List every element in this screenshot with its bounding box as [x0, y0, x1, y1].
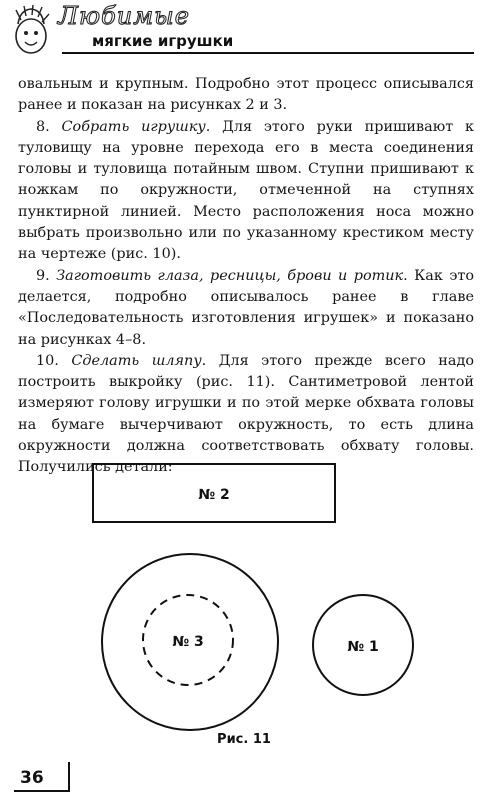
paragraph-text: . Как это делается, подробно описывалось ранее в главе «Последовательность изготовления игрушек» и показано на рисунках 4–8. [18, 267, 475, 348]
figure-caption: Рис. 11 [217, 732, 271, 747]
step-number: 8. [36, 118, 50, 135]
series-subtitle: мягкие игрушки [92, 32, 234, 50]
footer-rule-horizontal [14, 790, 70, 792]
step-heading: Заготовить глаза, ресницы, брови и ротик [56, 267, 404, 284]
step-number: 9. [36, 267, 50, 284]
page-number: 36 [20, 768, 44, 788]
header-rule [62, 52, 474, 54]
body-text [18, 74, 474, 479]
paragraph-text: . Для этого руки пришивают к туловищу на уровне перехода его в места соединения головы и туловища потайным швом. Ступни пришивают к ножкам по окружности, отмеченной на ступнях пунктирной линией. Место расположения носа можно выбрать произвольно или по указанному крестиком месту на чертеже (рис. 10). [18, 118, 474, 263]
running-header [0, 0, 488, 72]
step-number: 10. [36, 352, 59, 369]
label-part-1: № 1 [347, 639, 379, 655]
figure-pattern-pieces [0, 440, 488, 760]
footer-rule-vertical [68, 762, 70, 790]
step-heading: Сделать шляпу [71, 352, 202, 369]
series-title-script: Любимые [58, 2, 190, 30]
paragraph-text: . Для этого прежде всего надо построить выкройку (рис. 11). Сантиметровой лентой измеряют голову игрушки и по этой мерке обхвата головы на бумаге вычерчивают окружность, то есть длина окружности должна соответствовать обхвату головы. Получились детали: [18, 352, 474, 476]
label-part-2: № 2 [198, 487, 230, 503]
paragraph-text: овальным и крупным. Подробно этот процесс описывался ранее и показан на рисунках 2 и 3. [18, 76, 474, 114]
doll-mascot-icon [6, 4, 56, 58]
paragraph-step-8 [18, 117, 474, 266]
label-part-3: № 3 [172, 634, 204, 650]
paragraph-continuation [18, 74, 474, 117]
paragraph-step-9 [18, 266, 474, 351]
step-heading: Собрать игрушку [61, 118, 206, 135]
